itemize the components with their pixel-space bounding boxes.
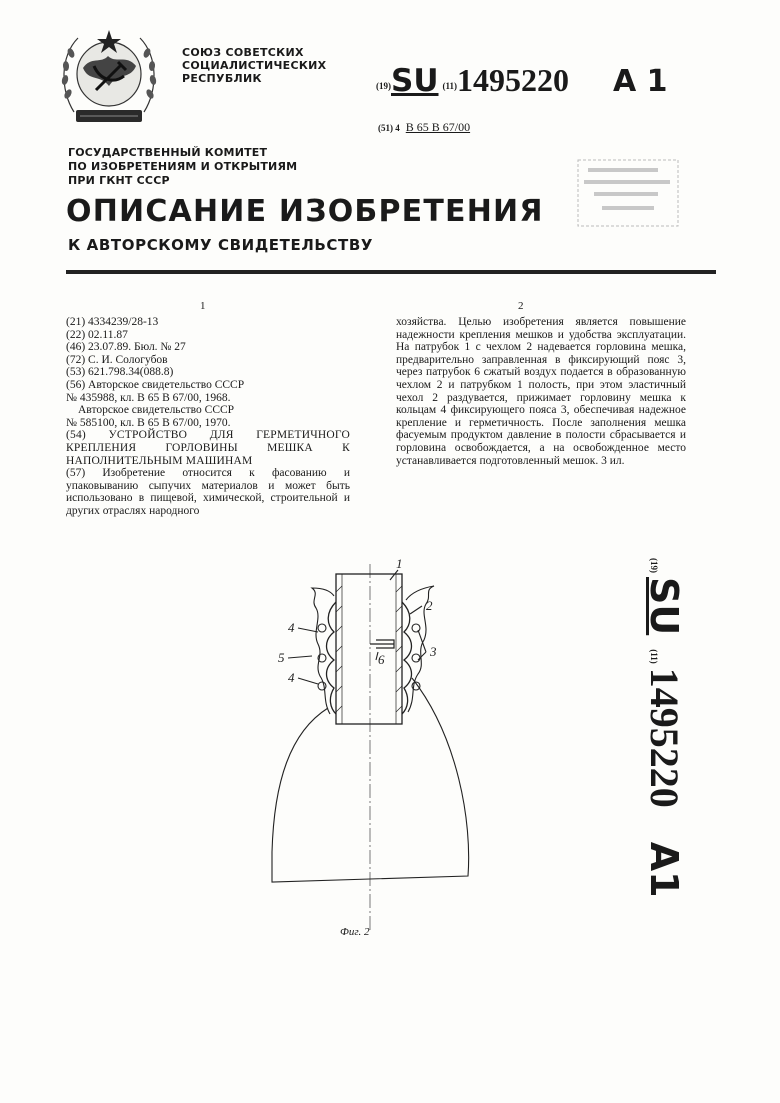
library-stamp xyxy=(576,158,680,228)
biblio-line: (72) С. И. Сологубов xyxy=(66,353,168,366)
column-number-right: 2 xyxy=(518,300,524,312)
biblio-line: (21) 4334239/28-13 xyxy=(66,316,159,328)
org-name: СОЮЗ СОВЕТСКИХ СОЦИАЛИСТИЧЕСКИХ РЕСПУБЛИК xyxy=(182,46,327,85)
figure-label-6: 6 xyxy=(378,652,385,667)
elastic-cover-right xyxy=(402,602,412,714)
biblio-line: (56) Авторское свидетельство СССР xyxy=(66,378,245,391)
abstract-start: (57) Изобретение относится к фасованию и упаковыванию сыпучих материалов и может быть использовано в пищевой, химической, строительной и других отраслях народного xyxy=(66,467,350,517)
biblio-line: № 435988, кл. B 65 B 67/00, 1968. xyxy=(66,391,231,404)
elastic-cover-left xyxy=(327,602,337,714)
biblio-line: (53) 621.798.34(088.8) xyxy=(66,366,174,379)
figure-label-1: 1 xyxy=(396,556,403,571)
figure-label-3: 3 xyxy=(430,644,437,659)
divider xyxy=(66,270,716,274)
side-patent-number: (19) SU (11) 1495220 A1 xyxy=(642,558,687,898)
document-title: ОПИСАНИЕ ИЗОБРЕТЕНИЯ xyxy=(66,194,544,229)
technical-drawing xyxy=(250,552,510,952)
kind-code: A 1 xyxy=(613,64,668,99)
column-number-left: 1 xyxy=(200,300,206,312)
country-code: SU xyxy=(391,63,439,99)
committee-name: ГОСУДАРСТВЕННЫЙ КОМИТЕТ ПО ИЗОБРЕТЕНИЯМ И ОТКРЫТИЯМ ПРИ ГКНТ СССР xyxy=(68,146,298,187)
biblio-line: (46) 23.07.89. Бюл. № 27 xyxy=(66,341,186,354)
biblio-line: № 585100, кл. B 65 B 67/00, 1970. xyxy=(66,416,231,429)
abstract-continuation: хозяйства. Целью изобретения является повышение надежности крепления мешков и удобства эксплуатации. На патрубок 1 с чехлом 2 надевается горловина мешка, предварительно заправленная в фиксирующий пояс 3, через патрубок 6 сжатый воздух подается в образованную чехлом 2 и патрубком 1 полость, при этом эластичный чехол 2 раздувается, прижимает горловину мешка к кольцам 4 фиксирующего пояса 3, обеспечивая надежное крепление и герметичность. После заполнения мешка фасуемым продуктом давление в полости сбрасывается и горловина освобождается, а на освобожденное место устанавливается подготовленный мешок. 3 ил. xyxy=(396,316,686,467)
document-subtitle: К АВТОРСКОМУ СВИДЕТЕЛЬСТВУ xyxy=(68,236,374,254)
invention-title: (54) УСТРОЙСТВО ДЛЯ ГЕРМЕТИЧНОГО КРЕПЛЕНИЯ ГОРЛОВИНЫ МЕШКА К НАПОЛНИТЕЛЬНЫМ МАШИНАМ xyxy=(66,429,350,467)
publication-number: (19)SU (11)1495220 A 1 xyxy=(376,62,668,99)
biblio-line: (22) 02.11.87 xyxy=(66,328,128,341)
figure-label-4a: 4 xyxy=(288,620,295,635)
bibliographic-data xyxy=(66,316,350,518)
sack-outline xyxy=(272,678,469,882)
ussr-emblem xyxy=(56,20,162,128)
figure-label-4b: 4 xyxy=(288,670,295,685)
filling-tube xyxy=(336,574,402,724)
figure-caption: Фиг. 2 xyxy=(340,926,370,938)
figure-label-2: 2 xyxy=(426,598,433,613)
biblio-line: Авторское свидетельство СССР xyxy=(78,404,235,417)
patent-number: 1495220 xyxy=(457,62,569,98)
figure-label-5: 5 xyxy=(278,650,285,665)
ipc-class: (51) 4 B 65 B 67/00 xyxy=(378,120,471,134)
